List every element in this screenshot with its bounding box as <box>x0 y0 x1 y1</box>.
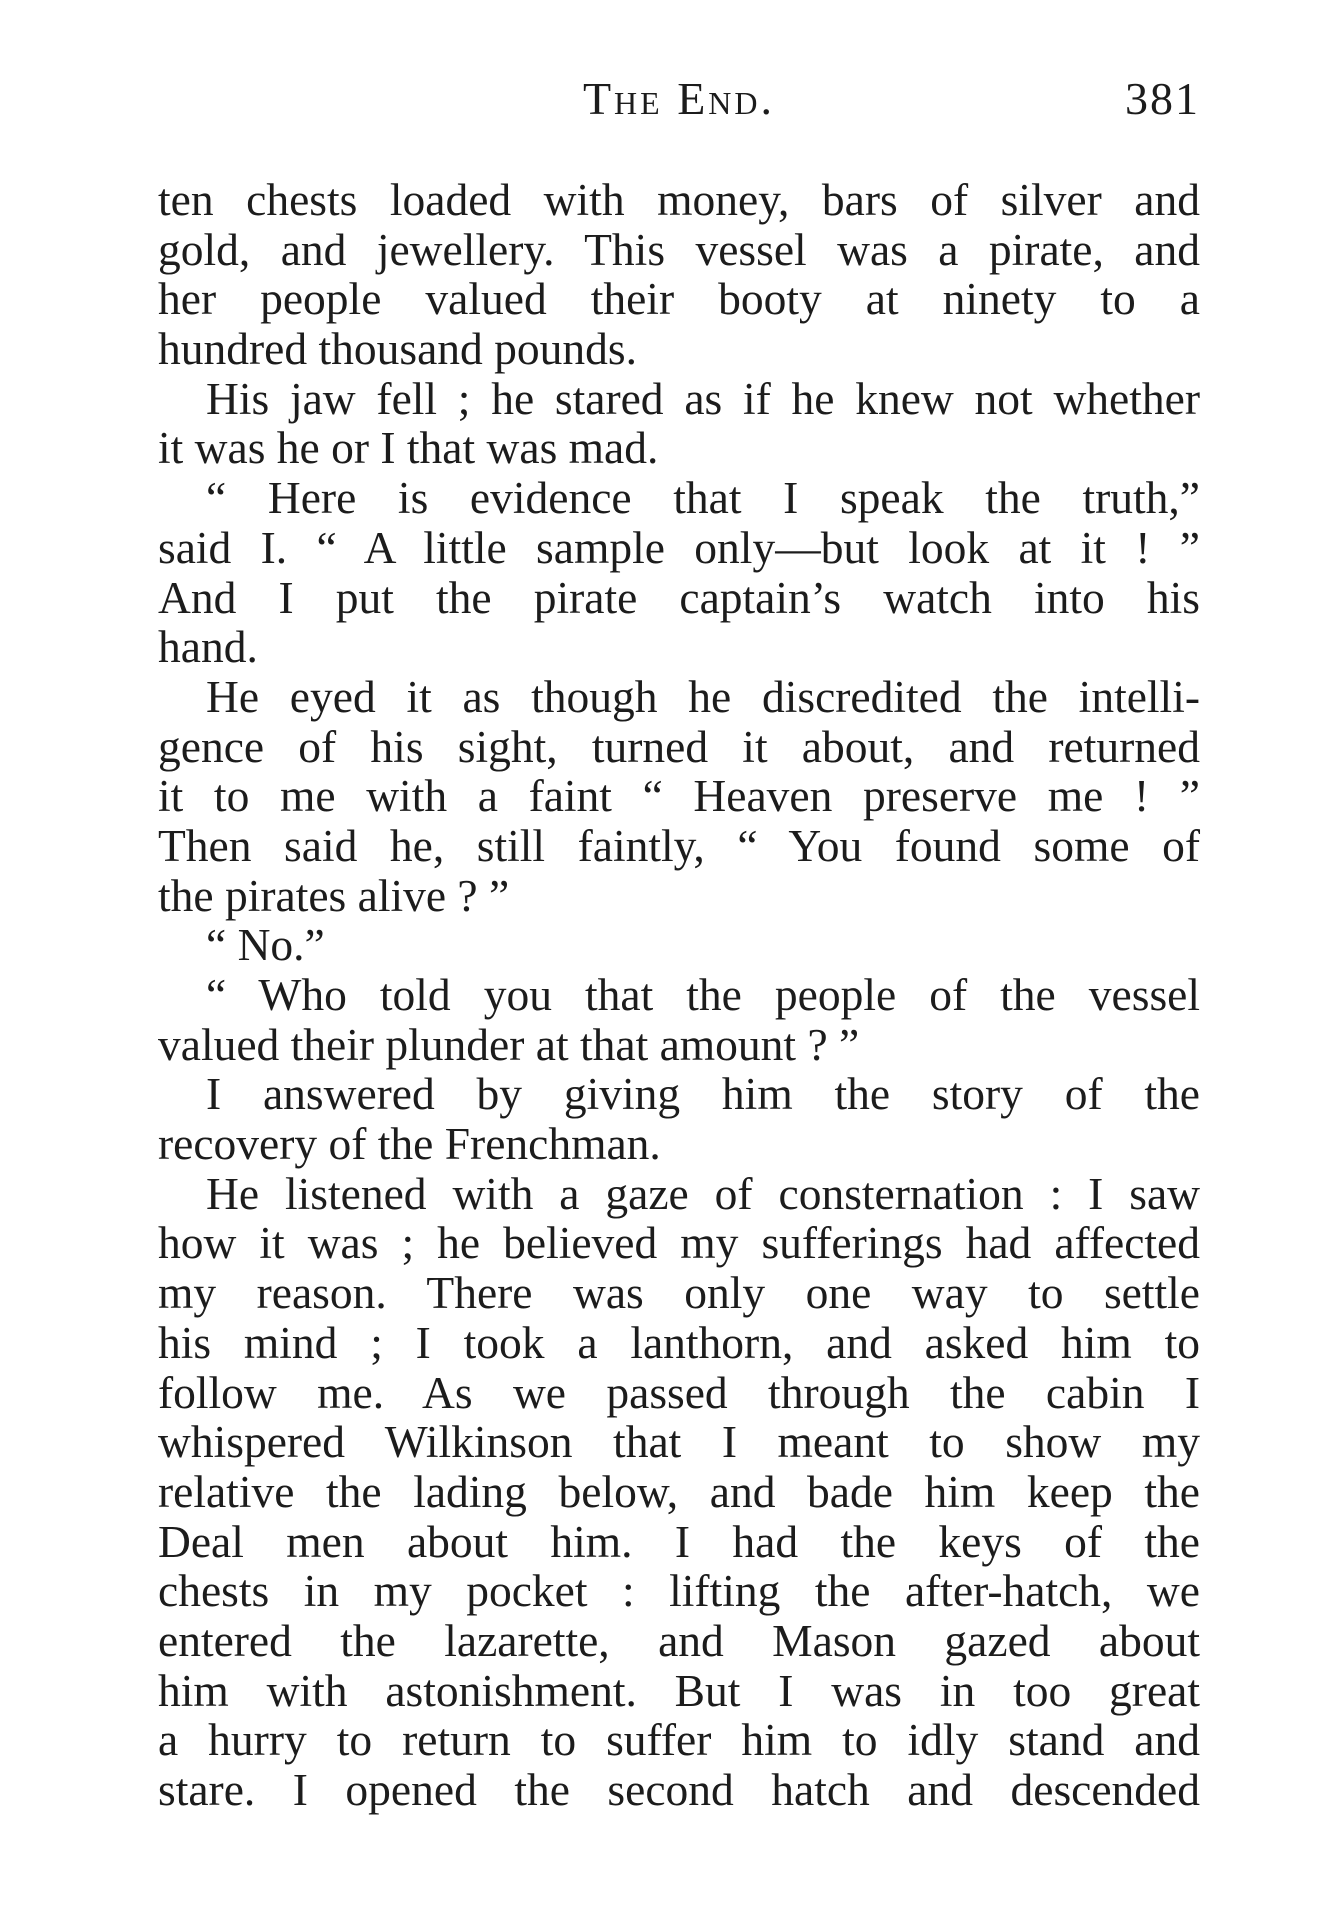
text-line: valued their plunder at that amount ? ” <box>158 1018 860 1070</box>
text-line: relative the lading below, and bade him keep the <box>158 1465 1200 1517</box>
text-line: the pirates alive ? ” <box>158 869 510 921</box>
text-line: hand. <box>158 621 258 673</box>
text-line: it to me with a faint “ Heaven preserve me ! ” <box>158 770 1200 822</box>
body-text <box>158 175 1200 1815</box>
page-number: 381 <box>1125 73 1200 124</box>
text-line: how it was ; he believed my sufferings had affected <box>158 1217 1200 1269</box>
text-line: He eyed it as though he discredited the intelli- <box>206 670 1200 722</box>
text-line: said I. “ A little sample only—but look at it ! ” <box>158 521 1200 573</box>
running-title: The End. <box>582 73 776 124</box>
text-line: “ No.” <box>206 919 325 971</box>
text-line: stare. I opened the second hatch and descended <box>158 1764 1200 1815</box>
text-line: him with astonishment. But I was in too great <box>158 1664 1200 1716</box>
text-line: His jaw fell ; he stared as if he knew not whether <box>206 372 1200 424</box>
text-line: “ Who told you that the people of the vessel <box>206 969 1200 1020</box>
text-line: “ Here is evidence that I speak the truth,” <box>206 472 1200 524</box>
text-line: entered the lazarette, and Mason gazed about <box>158 1614 1200 1666</box>
text-line: a hurry to return to suffer him to idly stand and <box>158 1714 1200 1766</box>
text-line: chests in my pocket : lifting the after-hatch, we <box>158 1565 1200 1617</box>
text-line: gence of his sight, turned it about, and returned <box>158 720 1200 772</box>
running-head <box>158 72 1200 132</box>
text-line: Then said he, still faintly, “ You found some of <box>158 819 1200 871</box>
text-line: follow me. As we passed through the cabin I <box>158 1366 1200 1418</box>
text-line: Deal men about him. I had the keys of the <box>158 1515 1200 1567</box>
text-line: I answered by giving him the story of the <box>206 1068 1200 1120</box>
text-line: recovery of the Frenchman. <box>158 1118 661 1170</box>
text-line: whispered Wilkinson that I meant to show my <box>158 1416 1200 1468</box>
text-line: gold, and jewellery. This vessel was a pirate, and <box>158 223 1200 275</box>
text-line: ten chests loaded with money, bars of silver and <box>158 174 1200 225</box>
text-line: his mind ; I took a lanthorn, and asked him to <box>158 1316 1200 1368</box>
text-line: her people valued their booty at ninety to a <box>158 273 1200 325</box>
text-line: my reason. There was only one way to settle <box>158 1267 1200 1319</box>
text-line: He listened with a gaze of consternation : I saw <box>206 1167 1200 1219</box>
text-line: And I put the pirate captain’s watch into his <box>158 571 1200 623</box>
text-line: it was he or I that was mad. <box>158 422 659 474</box>
text-line: hundred thousand pounds. <box>158 323 637 375</box>
